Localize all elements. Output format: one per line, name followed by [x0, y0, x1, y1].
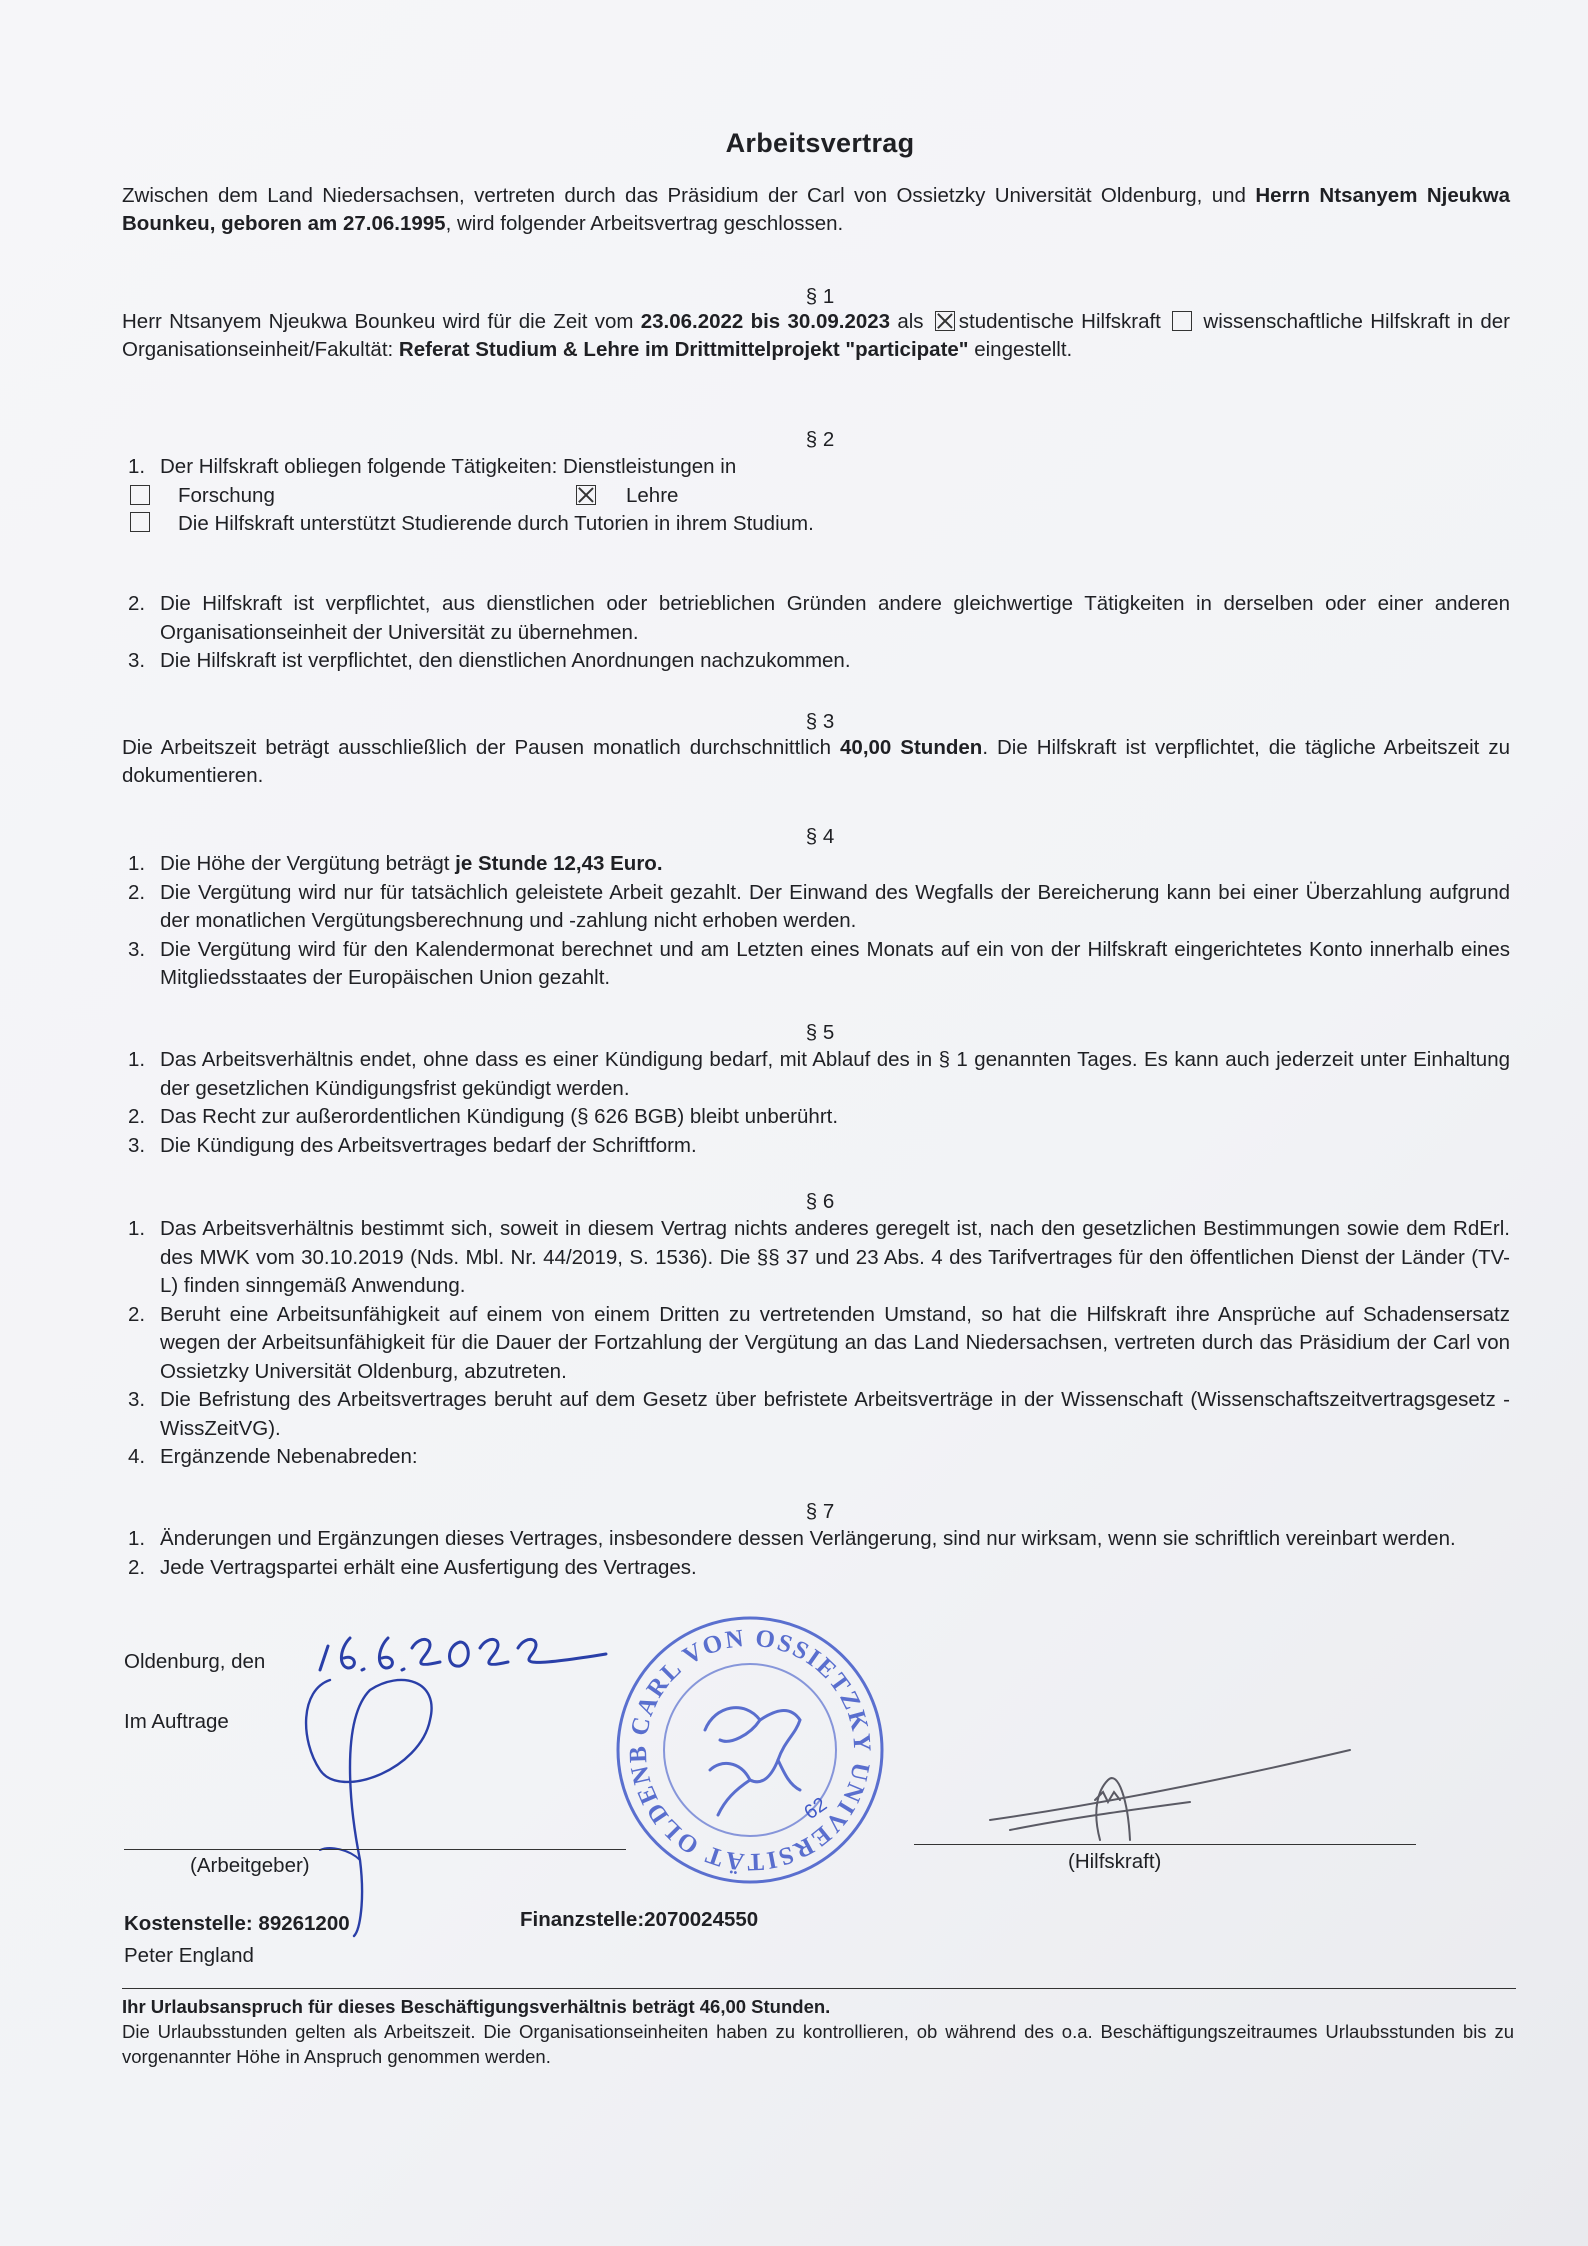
section-7-list [128, 1525, 1510, 1582]
finance-center: Finanzstelle:2070024550 [520, 1908, 759, 1931]
item-text: Das Arbeitsverhältnis endet, ohne dass es einer Kündigung bedarf, mit Ablauf des in § 1 genannten Tages. Es kann auch jederzeit unter Einhaltung der gesetzlichen Kündigungsfrist gekündigt werden. [160, 1048, 1510, 1100]
item-text: Die Vergütung wird nur für tatsächlich geleistete Arbeit gezahlt. Der Einwand des Wegfalls der Bereicherung kann bei einer Überzahlung aufgrund der monatlichen Vergütungsberechnung und -zahlung nicht erhoben werden. [160, 880, 1510, 932]
forschung-checkbox[interactable] [130, 485, 150, 505]
section-4-list [128, 850, 1510, 993]
student-assistant-label: studentische Hilfskraft [958, 310, 1161, 333]
employer-label: (Arbeitgeber) [190, 1854, 310, 1877]
section-5-heading: § 5 [805, 1021, 835, 1044]
item-number: 1. [128, 1048, 146, 1071]
list-item [128, 590, 1510, 647]
s1-als: als [890, 310, 924, 333]
stamp-number: 62 [800, 1793, 832, 1825]
intro-text-end: , wird folgender Arbeitsvertrag geschlossen. [445, 212, 844, 235]
list-item [128, 1046, 1510, 1103]
page-title: Arbeitsvertrag [725, 128, 915, 158]
hourly-wage: je Stunde 12,43 Euro. [455, 852, 663, 875]
list-item [128, 1132, 1510, 1161]
wage-label: Die Höhe der Vergütung beträgt [160, 852, 456, 875]
section-2-heading: § 2 [805, 428, 835, 451]
employee-name: Herrn Ntsanyem Njeukwa Bounkeu, geboren am 27.06.1995 [122, 184, 1510, 235]
section-3-text [122, 734, 1510, 790]
im-auftrage-label: Im Auftrage [124, 1710, 229, 1733]
employer-signature [290, 1660, 450, 1940]
end-date: 30.09.2023 [787, 310, 891, 333]
place-date-label: Oldenburg, den [124, 1650, 266, 1673]
s1-end: eingestellt. [968, 338, 1073, 361]
horse-icon [705, 1708, 800, 1815]
item-text: Die Hilfskraft ist verpflichtet, den dienstlichen Anordnungen nachzukommen. [160, 649, 851, 672]
section-2-list [128, 453, 1510, 536]
s3-text: Die Arbeitszeit beträgt ausschließlich der Pausen monatlich durchschnittlich [122, 736, 841, 759]
list-item [128, 1386, 1510, 1443]
list-item [128, 879, 1510, 936]
item-text: Die Vergütung wird für den Kalendermonat berechnet und am Letzten eines Monats auf ein von der Hilfskraft eingerichtetes Konto innerhalb eines Mitgliedsstaates der Europäischen Union gezahlt. [160, 937, 1510, 989]
employer-signature-line [124, 1849, 626, 1850]
item-text [160, 850, 1510, 879]
cost-center: Kostenstelle: 89261200 [124, 1912, 350, 1935]
leave-entitlement: Ihr Urlaubsanspruch für dieses Beschäftigungsverhältnis beträgt 46,00 Stunden. [122, 1996, 831, 2017]
item-number: 2. [128, 880, 146, 904]
start-date: 23.06.2022 [640, 310, 744, 333]
s3-text-end: . Die Hilfskraft ist verpflichtet, die tägliche Arbeitszeit zu dokumentieren. [122, 736, 1510, 787]
section-7-heading: § 7 [805, 1500, 835, 1523]
section-2-list-cont [128, 590, 1510, 676]
footer-divider [122, 1988, 1516, 1989]
assistant-signature [980, 1740, 1360, 1850]
list-item [128, 1443, 1510, 1472]
list-item [128, 453, 1510, 482]
tutorien-checkbox[interactable] [130, 512, 150, 532]
item-text: Änderungen und Ergänzungen dieses Vertrages, insbesondere dessen Verlängerung, sind nur wirksam, wenn sie schriftlich vereinbart werden. [160, 1527, 1456, 1550]
tutorien-row [128, 508, 1510, 536]
item-text: Die Kündigung des Arbeitsvertrages bedarf der Schriftform. [160, 1133, 697, 1157]
stamp-text: CARL VON OSSIETZKY UNIVERSITÄT OLDENBURG [599, 1589, 876, 1876]
s1-text: Herr Ntsanyem Njeukwa Bounkeu wird für die Zeit vom [122, 310, 641, 333]
contact-person: Peter England [124, 1944, 254, 1967]
item-number: 2. [128, 592, 146, 615]
tutorien-label: Die Hilfskraft unterstützt Studierende durch Tutorien in ihrem Studium. [178, 511, 814, 535]
section-6-list [128, 1215, 1510, 1472]
list-item [128, 1301, 1510, 1387]
intro-paragraph [122, 182, 1510, 238]
item-text: Die Befristung des Arbeitsvertrages beruht auf dem Gesetz über befristete Arbeitsverträge in der Wissenschaft (Wissenschaftszeitvertragsgesetz - WissZeitVG). [160, 1388, 1510, 1440]
research-assistant-checkbox[interactable] [1172, 311, 1192, 331]
item-number: 3. [128, 649, 146, 672]
item-text: Das Recht zur außerordentlichen Kündigung (§ 626 BGB) bleibt unberührt. [160, 1105, 839, 1128]
item-text: Ergänzende Nebenabreden: [160, 1445, 418, 1468]
lehre-checkbox[interactable] [576, 485, 596, 505]
section-1-heading: § 1 [805, 285, 835, 308]
section-6-heading: § 6 [805, 1190, 835, 1213]
list-item [128, 936, 1510, 993]
list-item [128, 850, 1510, 879]
intro-text: Zwischen dem Land Niedersachsen, vertreten durch das Präsidium der Carl von Ossietzky Universität Oldenburg, und [122, 184, 1256, 207]
item-text: Der Hilfskraft obliegen folgende Tätigkeiten: Dienstleistungen in [160, 455, 737, 478]
item-number: 1. [128, 852, 146, 875]
section-5-list [128, 1046, 1510, 1160]
forschung-label: Forschung [178, 483, 275, 507]
s1-org-label: in der Organisationseinheit/Fakultät: [122, 310, 1511, 361]
item-text: Die Hilfskraft ist verpflichtet, aus dienstlichen oder betrieblichen Gründen andere gleichwertige Tätigkeiten in derselben oder einer anderen Organisationseinheit der Universität zu übernehmen. [160, 592, 1510, 644]
leave-note: Die Urlaubsstunden gelten als Arbeitszeit. Die Organisationseinheiten haben zu kontrollieren, ob während des o.a. Beschäftigungszeitraumes Urlaubsstunden bis zu vorgenannter Höhe in Anspruch genommen werden. [122, 2021, 1514, 2067]
item-number: 2. [128, 1105, 146, 1128]
organisation-unit: Referat Studium & Lehre im Drittmittelprojekt "participate" [398, 338, 969, 361]
item-text: Beruht eine Arbeitsunfähigkeit auf einem von einem Dritten zu vertretenden Umstand, so hat die Hilfskraft ihre Ansprüche auf Schadensersatz wegen der Arbeitsunfähigkeit für die Dauer der Fortzahlung der Vergütung an das Land Niedersachsen, vertreten durch das Präsidium der Carl von Ossietzky Universität Oldenburg, abzutreten. [160, 1302, 1510, 1383]
item-number: 1. [128, 455, 146, 478]
monthly-hours: 40,00 Stunden [840, 736, 983, 759]
item-text: Das Arbeitsverhältnis bestimmt sich, soweit in diesem Vertrag nichts anderes geregelt ist, nach den gesetzlichen Bestimmungen sowie dem RdErl. des MWK vom 30.10.2019 (Nds. Mbl. Nr. 44/2019, S. 1536). Die §§ 37 und 23 Abs. 4 des Tarifvertrages für den öffentlichen Dienst der Länder (TV-L) finden sinngemäß Anwendung. [160, 1217, 1510, 1297]
item-text: Jede Vertragspartei erhält eine Ausfertigung des Vertrages. [160, 1555, 697, 1579]
list-item [128, 647, 1510, 676]
section-1-text [122, 308, 1510, 364]
list-item [128, 1525, 1510, 1554]
list-item [128, 1215, 1510, 1301]
item-number: 1. [128, 1527, 146, 1550]
item-number: 4. [128, 1445, 146, 1468]
activity-options-row [128, 482, 1510, 508]
research-assistant-label: wissenschaftliche Hilfskraft [1203, 310, 1450, 333]
item-number: 2. [128, 1302, 146, 1326]
item-number: 1. [128, 1217, 146, 1240]
item-number: 2. [128, 1555, 146, 1579]
s1-bis: bis [743, 310, 788, 333]
university-stamp [599, 1589, 890, 1890]
list-item [128, 1103, 1510, 1132]
assistant-signature-line [914, 1844, 1416, 1845]
student-assistant-checkbox[interactable] [935, 311, 955, 331]
list-item [128, 1554, 1510, 1583]
section-4-heading: § 4 [805, 825, 835, 848]
section-3-heading: § 3 [805, 710, 835, 733]
lehre-label: Lehre [626, 483, 679, 507]
item-number: 3. [128, 1133, 146, 1157]
item-number: 3. [128, 937, 146, 961]
item-number: 3. [128, 1388, 146, 1411]
assistant-label: (Hilfskraft) [1068, 1850, 1162, 1873]
